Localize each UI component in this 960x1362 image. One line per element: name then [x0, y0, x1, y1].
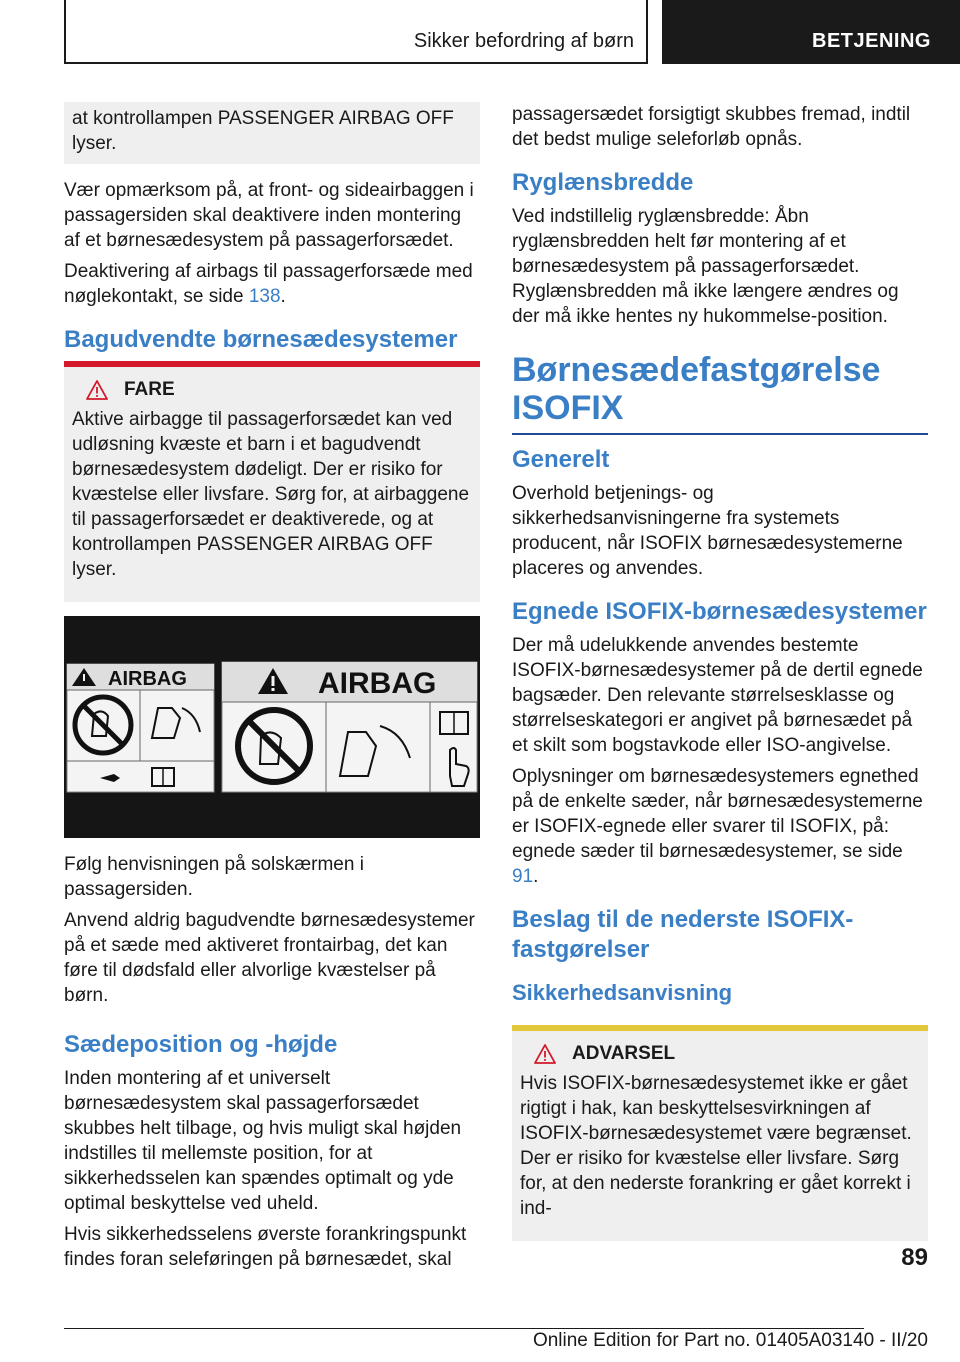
paragraph: Anvend aldrig bagudvendte børnesædesystemer på et sæde med aktiveret frontairbag, det kan føre til dødsfald eller alvorlige kvæstelser på børn.	[64, 910, 475, 1006]
period: .	[533, 866, 539, 887]
warning-triangle-icon	[534, 1044, 556, 1064]
chapter-tab-label: BETJENING	[812, 30, 931, 52]
footer-rule	[64, 1328, 864, 1329]
paragraph: Følg henvisningen på solskærmen i passagersiden.	[64, 854, 364, 900]
heading-general: Generelt	[512, 446, 610, 473]
paragraph: Overhold betjenings- og sikkerhedsanvisningerne fra systemets producent, når ISOFIX børnesædesystemerne placeres og anvendes.	[512, 483, 903, 579]
heading-suitable-isofix: Egnede ISOFIX-børnesædesystemer	[512, 598, 927, 625]
danger-text: Aktive airbagge til passagerforsædet kan ved udløsning kvæste et barn i et bagudvendt børnesædesystem dødeligt. Der er risiko for kvæstelse eller livsfare. Sørg for, at airbaggene til passagerforsædet er deaktiverede, og at kontrollampen PASSENGER AIRBAG OFF lyser.	[72, 409, 470, 580]
paragraph-text: Oplysninger om børnesædesystemers egnethed på de enkelte sæder, når børnesædesystemerne er ISOFIX-egnede eller svarer til ISOFIX, på: egnede sæder til børnesædesystemer, se side	[512, 766, 923, 862]
heading-backrest-width: Ryglænsbredde	[512, 169, 694, 196]
airbag-sticker-large-label: AIRBAG	[318, 667, 437, 700]
airbag-sticker-illustration	[64, 616, 480, 838]
airbag-sticker-small-label: AIRBAG	[108, 668, 187, 690]
paragraph: Der må udelukkende anvendes bestemte ISOFIX-børnesædesystemer på de dertil egnede bagsæder. Den relevante størrelsesklasse og størrelseskategori er angivet på børnesædet på et skilt som bogstavkode eller ISO-angivelse.	[512, 635, 923, 756]
heading-isofix-brackets: Beslag til de nederste ISOFIX-fastgørelser	[512, 906, 854, 963]
heading-isofix-main: Børnesædefastgørelse ISOFIX	[512, 351, 881, 427]
page-link-91[interactable]: 91	[512, 866, 534, 887]
paragraph-with-link	[512, 764, 928, 889]
danger-label: FARE	[124, 379, 175, 400]
warning-header	[534, 1043, 918, 1065]
left-column	[64, 102, 480, 1278]
heading-rearward-seats: Bagudvendte børnesædesystemer	[64, 326, 458, 353]
paragraph-with-link	[64, 259, 480, 309]
period: .	[280, 286, 286, 307]
airbag-label-photo	[64, 616, 480, 838]
paragraph: Ved indstillelig ryglænsbredde: Åbn ryglænsbredden helt før montering af et børnesædesystem på passagerforsædet. Ryglænsbredden må ikke længere ændres og der må ikke hentes ny hukommelse-position.	[512, 206, 899, 327]
heading-seat-position: Sædeposition og -højde	[64, 1031, 338, 1058]
warning-box	[512, 1031, 928, 1241]
warning-label: ADVARSEL	[572, 1043, 676, 1064]
note-text: at kontrollampen PASSENGER AIRBAG OFF lyser.	[72, 108, 454, 154]
footer-edition: Online Edition for Part no. 01405A03140 - II/20	[532, 1330, 928, 1351]
heading-safety-note: Sikkerhedsanvisning	[512, 980, 733, 1005]
section-title: Sikker befordring af børn	[413, 30, 634, 52]
page-number: 89	[901, 1244, 928, 1271]
paragraph: Hvis sikkerhedsselens øverste forankringspunkt findes foran seleføringen på børnesædet, skal	[64, 1224, 467, 1270]
paragraph: Vær opmærksom på, at front- og sideairbaggen i passagersiden skal deaktivere inden montering af et børnesædesystem på passagerforsædet.	[64, 180, 474, 251]
warning-triangle-icon	[86, 380, 108, 400]
heading-rule	[512, 433, 928, 435]
danger-header	[86, 379, 470, 401]
paragraph: Inden montering af et universelt børnesædesystem skal passagerforsædet skubbes helt tilbage, og hvis muligt skal højden indstilles til mellemste position, for at sikkerhedsselen kan spændes optimalt og yde optimal beskyttelse ved uheld.	[64, 1068, 462, 1214]
warning-text: Hvis ISOFIX-børnesædesystemet ikke er gået rigtigt i hak, kan beskyttelsesvirkningen af ISOFIX-børnesædesystemet være begrænset. Der er risiko for kvæstelse eller livsfare. Sørg for, at den nederste forankring er gået korrekt i ind-	[520, 1073, 912, 1219]
header-section-box	[64, 0, 648, 64]
right-column	[512, 102, 928, 1255]
page-link-138[interactable]: 138	[248, 286, 281, 307]
paragraph: passagersædet forsigtigt skubbes fremad, indtil det bedst mulige seleforløb opnås.	[512, 104, 911, 150]
paragraph-text: Deaktivering af airbags til passagerforsæde med nøglekontakt, se side	[64, 261, 473, 307]
danger-box	[64, 367, 480, 602]
chapter-tab[interactable]	[662, 0, 960, 64]
note-box	[64, 102, 480, 164]
